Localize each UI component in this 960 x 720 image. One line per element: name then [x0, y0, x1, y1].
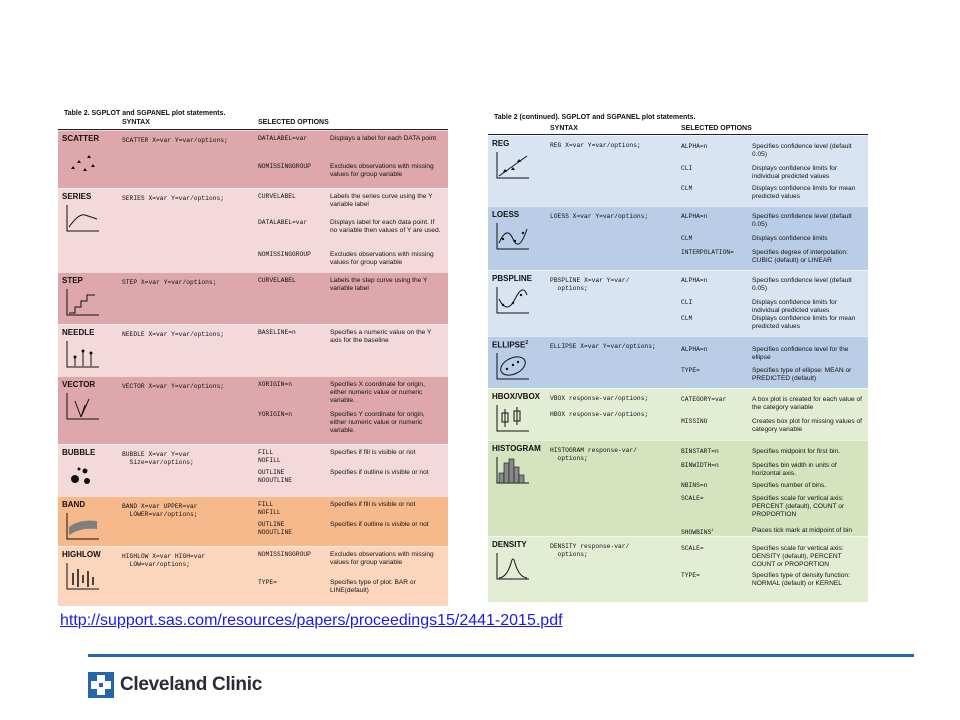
option-name-text: NOMISSINGGROUP	[258, 251, 311, 258]
step-plot-icon	[63, 287, 101, 317]
syntax-text: BUBBLE X=var Y=var Size=var/options;	[122, 451, 194, 466]
plot-name	[492, 540, 527, 549]
right-col-syntax: SYNTAX	[550, 125, 578, 132]
plot-row-loess	[488, 206, 868, 270]
option-description: Excludes observations with missing values for group variable	[330, 163, 434, 178]
option-name	[258, 551, 311, 559]
option-name	[681, 495, 704, 503]
option-name-text: DATALABEL=var	[258, 219, 308, 226]
plot-name-text: REG	[492, 139, 510, 148]
option-name-text: INTERPOLATION=	[681, 249, 734, 256]
option-description: Excludes observations with missing values for group variable	[330, 551, 434, 566]
source-link[interactable]: http://support.sas.com/resources/papers/proceedings15/2441-2015.pdf	[60, 612, 563, 629]
plot-name-text: DENSITY	[492, 540, 527, 549]
option-name	[681, 235, 692, 243]
option-name-text: NOMISSINGGROUP	[258, 551, 311, 558]
reg-plot-icon	[493, 150, 531, 180]
plot-name	[62, 276, 83, 285]
plot-name	[62, 380, 95, 389]
option-name-text: BINSTART=n	[681, 448, 719, 455]
plot-name-text: SCATTER	[62, 134, 100, 143]
option-description: Specifies number of bins.	[752, 482, 827, 489]
option-description: Specifies Y coordinate for origin, either numeric value or numeric variable.	[330, 411, 425, 434]
plot-name-text: SERIES	[62, 192, 92, 201]
option-name-text: SCALE=	[681, 495, 704, 502]
option-name	[681, 482, 707, 490]
syntax-text: NEEDLE X=var Y=var/options;	[122, 331, 225, 338]
option-name	[258, 501, 281, 517]
highlow-plot-icon	[63, 561, 101, 591]
left-table-title: Table 2. SGPLOT and SGPANEL plot statements.	[64, 110, 226, 117]
option-name	[258, 193, 296, 201]
option-name	[258, 277, 296, 285]
option-name	[258, 251, 311, 259]
plot-name-text: BUBBLE	[62, 448, 96, 457]
option-name-text: ALPHA=n	[681, 277, 708, 284]
option-description: Displays a label for each DATA point	[330, 135, 437, 142]
option-description: Specifies X coordinate for origin, either numeric value or numeric variable.	[330, 381, 425, 404]
right-col-options: SELECTED OPTIONS	[681, 125, 752, 132]
option-name-text: CLM	[681, 185, 693, 192]
syntax-text: BAND X=var UPPER=var LOWER=var/options;	[122, 503, 198, 518]
option-name-text: DATALABEL=var	[258, 135, 308, 142]
option-description: Specifies bin width in units of horizontal axis.	[752, 462, 837, 477]
option-name	[681, 572, 700, 580]
option-description: Specifies a numeric value on the Y axis for the baseline	[330, 329, 432, 344]
option-description: Labels the step curve using the Y variable label	[330, 277, 428, 292]
plot-row-reg	[488, 135, 868, 206]
plot-row-scatter	[58, 130, 448, 188]
option-name	[681, 545, 704, 553]
option-description: Displays confidence limits for mean predicted values	[752, 185, 856, 200]
option-name-text: OUTLINE NOOUTLINE	[258, 521, 293, 536]
option-description: A box plot is created for each value of the category variable	[752, 396, 862, 411]
option-name	[681, 249, 734, 257]
plot-name	[492, 139, 509, 148]
option-name-text: FILL NOFILL	[258, 449, 281, 464]
syntax-text: HISTOGRAM response-var/ options;	[550, 447, 637, 462]
plot-row-bubble	[58, 444, 448, 496]
plot-name	[492, 274, 532, 283]
option-name	[681, 143, 707, 151]
plot-row-histogram	[488, 440, 868, 536]
option-description: Displays confidence limits	[752, 235, 828, 242]
needle-plot-icon	[63, 339, 101, 369]
option-description: Excludes observations with missing values for group variable	[330, 251, 434, 266]
footer-rule	[88, 654, 914, 657]
option-name-text: CLM	[681, 235, 693, 242]
option-name-text: MISSING	[681, 418, 708, 425]
plot-name-text: ELLIPSE	[492, 340, 526, 350]
plot-name-text: BAND	[62, 500, 86, 509]
option-description: Specifies confidence level (default 0.05)	[752, 143, 852, 158]
option-name-text: YORIGIN=n	[258, 411, 293, 418]
option-description: Creates box plot for missing values of category variable	[752, 418, 862, 433]
plot-name	[492, 210, 519, 219]
option-name-text: XORIGIN=n	[258, 381, 293, 388]
syntax-text: HIGHLOW X=var HIGH=var LOW=var/options;	[122, 553, 206, 568]
option-name-text: CURVELABEL	[258, 193, 296, 200]
option-name	[681, 418, 707, 426]
plot-row-ellipse	[488, 336, 868, 388]
option-description: Specifies type of plot: BAR or LINE(default)	[330, 579, 416, 594]
option-name	[681, 213, 707, 221]
option-name	[258, 411, 292, 419]
option-description: Labels the series curve using the Y variable label	[330, 193, 433, 208]
series-plot-icon	[63, 203, 101, 233]
right-table	[488, 110, 868, 602]
cleveland-clinic-logo	[88, 670, 262, 700]
option-footnote: 1	[711, 529, 714, 533]
option-description: Displays confidence limits for mean predicted values	[752, 315, 856, 330]
option-name-text: BINWIDTH=n	[681, 462, 719, 469]
syntax-text: VBOX response-var/options; HBOX response-var/options;	[550, 395, 649, 418]
syntax-text: VECTOR X=var Y=var/options;	[122, 383, 225, 390]
syntax-text: PBSPLINE X=var Y=var/ options;	[550, 277, 630, 292]
syntax-text: DENSITY response-var/ options;	[550, 543, 630, 558]
syntax-text: STEP X=var Y=var/options;	[122, 279, 217, 286]
option-name	[681, 462, 719, 470]
option-description: Specifies type of ellipse: MEAN or PREDICTED (default)	[752, 367, 852, 382]
option-description: Specifies if fill is visible or not	[330, 501, 416, 508]
right-table-title: Table 2 (continued). SGPLOT and SGPANEL plot statements.	[494, 114, 696, 121]
option-name-text: CURVELABEL	[258, 277, 296, 284]
plot-name-text: VECTOR	[62, 380, 96, 389]
plot-name	[62, 192, 91, 201]
plot-name-text: HBOX/VBOX	[492, 392, 541, 401]
option-name	[681, 277, 707, 285]
option-name-text: ALPHA=n	[681, 143, 708, 150]
option-name	[258, 135, 307, 143]
option-name	[258, 469, 292, 485]
option-description: Specifies scale for vertical axis: DENSITY (default), PERCENT COUNT or PROPORTION	[752, 545, 844, 568]
option-description: Specifies degree of interpolation: CUBIC (default) or LINEAR	[752, 249, 849, 264]
plot-row-vector	[58, 376, 448, 444]
option-description: Specifies if fill is visible or not	[330, 449, 416, 456]
option-name-text: BASELINE=n	[258, 329, 296, 336]
option-name	[258, 329, 296, 337]
option-name	[258, 381, 292, 389]
option-description: Specifies confidence level (default 0.05)	[752, 277, 852, 292]
option-name-text: CLM	[681, 315, 693, 322]
plot-name-text: HIGHLOW	[62, 550, 101, 559]
option-name-text: NBINS=n	[681, 482, 708, 489]
left-table	[58, 106, 448, 606]
option-description: Specifies scale for vertical axis: PERCENT (default), COUNT or PROPORTION	[752, 495, 845, 518]
option-name-text: CATEGORY=var	[681, 396, 727, 403]
scatter-plot-icon	[63, 145, 101, 175]
plot-name	[62, 448, 95, 457]
pbspline-plot-icon	[493, 285, 531, 315]
plot-row-density	[488, 536, 868, 602]
option-name	[258, 163, 311, 171]
option-name-text: NOMISSINGGROUP	[258, 163, 311, 170]
band-plot-icon	[63, 511, 101, 541]
option-name	[258, 579, 277, 587]
option-name-text: SCALE=	[681, 545, 704, 552]
loess-plot-icon	[493, 221, 531, 251]
plot-name-text: HISTOGRAM	[492, 444, 541, 453]
plot-name-text: LOESS	[492, 210, 520, 219]
syntax-text: ELLIPSE X=var Y=var/options;	[550, 343, 656, 350]
option-name	[681, 315, 692, 323]
hbox-vbox-plot-icon	[493, 403, 531, 433]
plot-row-hbox-vbox	[488, 388, 868, 440]
syntax-text: SERIES X=var Y=var/options;	[122, 195, 225, 202]
plot-name	[62, 328, 94, 337]
option-name	[681, 367, 700, 375]
plot-name-footnote: 2	[525, 340, 529, 346]
plot-name-text: NEEDLE	[62, 328, 95, 337]
syntax-text: LOESS X=var Y=var/options;	[550, 213, 649, 220]
option-name	[681, 185, 692, 193]
plot-name	[492, 392, 540, 401]
ellipse-plot-icon	[493, 351, 531, 381]
plot-row-band	[58, 496, 448, 546]
plot-name	[492, 340, 528, 350]
option-name-text: ALPHA=n	[681, 346, 708, 353]
option-description: Specifies if outline is visible or not	[330, 469, 429, 476]
option-name	[681, 165, 692, 173]
option-description: Specifies type of density function: NORMAL (default) or KERNEL	[752, 572, 850, 587]
option-name-text: TYPE=	[681, 572, 700, 579]
option-description: Places tick mark at midpoint of bin	[752, 527, 853, 534]
plot-name-text: STEP	[62, 276, 83, 285]
option-name	[681, 299, 692, 307]
option-name-text: OUTLINE NOOUTLINE	[258, 469, 293, 484]
plot-row-pbspline	[488, 270, 868, 336]
histogram-plot-icon	[493, 455, 531, 485]
option-name-text: TYPE=	[258, 579, 277, 586]
option-description: Specifies midpoint for first bin.	[752, 448, 840, 455]
option-name-text: CLI	[681, 299, 693, 306]
option-name-text: TYPE=	[681, 367, 700, 374]
plot-name	[62, 134, 99, 143]
plot-name	[492, 444, 541, 453]
plot-name	[62, 500, 85, 509]
plot-row-needle	[58, 324, 448, 376]
option-name	[681, 448, 719, 456]
plot-row-highlow	[58, 546, 448, 606]
logo-text: Cleveland Clinic	[120, 674, 262, 695]
left-col-syntax: SYNTAX	[122, 119, 150, 126]
option-description: Displays label for each data point. If no variable then values of Y are used.	[330, 219, 441, 234]
plot-name	[62, 550, 101, 559]
plot-row-step	[58, 272, 448, 324]
option-description: Specifies confidence level (default 0.05)	[752, 213, 852, 228]
left-col-options: SELECTED OPTIONS	[258, 119, 329, 126]
vector-plot-icon	[63, 391, 101, 421]
syntax-text: SCATTER X=var Y=var/options;	[122, 137, 228, 144]
option-name-text: CLI	[681, 165, 693, 172]
option-name	[258, 449, 281, 465]
option-name	[681, 346, 707, 354]
option-name	[681, 396, 726, 404]
option-name-text: ALPHA=n	[681, 213, 708, 220]
plot-name-text: PBSPLINE	[492, 274, 533, 283]
option-name	[258, 219, 307, 227]
option-description: Specifies confidence level for the ellipse	[752, 346, 849, 361]
option-description: Displays confidence limits for individual predicted values	[752, 165, 838, 180]
density-plot-icon	[493, 551, 531, 581]
option-description: Specifies if outline is visible or not	[330, 521, 429, 528]
option-name-text: SHOWBINS	[681, 529, 712, 537]
cleveland-clinic-cross-icon	[88, 672, 114, 698]
option-name-text: FILL NOFILL	[258, 501, 281, 516]
syntax-text: REG X=var Y=var/options;	[550, 142, 641, 149]
option-description: Displays confidence limits for individual predicted values	[752, 299, 838, 314]
bubble-plot-icon	[63, 459, 101, 489]
option-name	[258, 521, 292, 537]
plot-row-series	[58, 188, 448, 272]
